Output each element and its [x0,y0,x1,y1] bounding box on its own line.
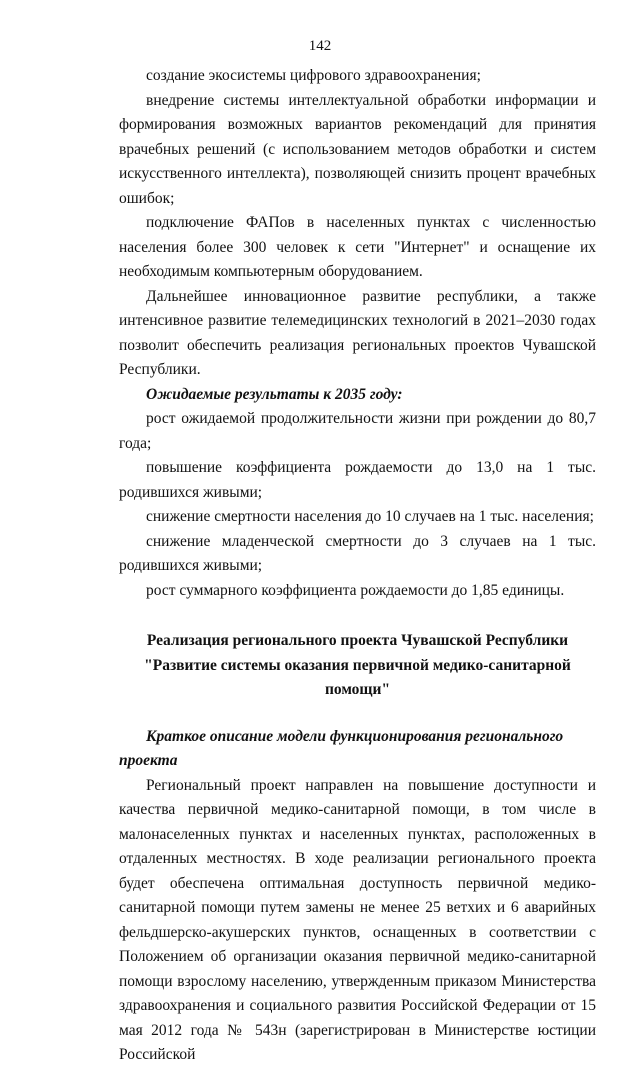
spacer [119,603,596,629]
model-heading: Краткое описание модели функционирования регионального проекта [119,727,564,769]
result-item: рост суммарного коэффициента рождаемости до 1,85 единицы. [146,581,565,599]
result-item: повышение коэффициента рождаемости до 13,0 на 1 тыс. родившихся живыми; [119,459,596,501]
result-item: снижение смертности населения до 10 случаев на 1 тыс. населения; [146,508,594,525]
section-heading-line2: "Развитие системы оказания первичной медико-санитарной помощи" [144,656,571,698]
paragraph: подключение ФАПов в населенных пунктах с численностью населения более 300 человек к сети "Интернет" и оснащение их необходимым компьютерным оборудованием. [119,214,596,280]
page-content [119,64,596,1068]
section-heading-line1: Реализация регионального проекта Чувашской Республики [146,632,569,649]
result-item: рост ожидаемой продолжительности жизни при рождении до 80,7 года; [119,410,596,452]
model-paragraph: Региональный проект направлен на повышение доступности и качества первичной медико-санитарной помощи, в том числе в малонаселенных пунктах и населенных пунктах, расположенных в отдаленных местностях. В ходе реализации регионального проекта будет обеспечена оптимальная доступность первичной медико-санитарной помощи путем замены не менее 25 ветхих и 6 аварийных фельдшерско-акушерских пунктов, оснащенных в соответствии с Положением об организации оказания первичной медико-санитарной помощи взрослому населению, утвержденным приказом Министерства здравоохранения и социального развития Российской Федерации от 15 мая 2012 года № 543н (зарегистрирован в Министерстве юстиции Российской [119,776,596,1063]
paragraph: внедрение системы интеллектуальной обработки информации и формирования возможных вариантов рекомендаций для принятия врачебных решений (с использованием методов обработки и систем искусственного интеллекта), позволяющей снизить процент врачебных ошибок; [119,91,596,207]
spacer [119,703,596,725]
result-item: снижение младенческой смертности до 3 случаев на 1 тыс. родившихся живыми; [119,532,596,574]
paragraph: Дальнейшее инновационное развитие республики, а также интенсивное развитие телемедицинских технологий в 2021–2030 годах позволит обеспечить реализация региональных проектов Чувашской Республики. [119,287,596,378]
results-heading: Ожидаемые результаты к 2035 году: [146,385,403,403]
page-number: 142 [308,38,332,54]
paragraph: создание экосистемы цифрового здравоохранения; [146,67,481,84]
